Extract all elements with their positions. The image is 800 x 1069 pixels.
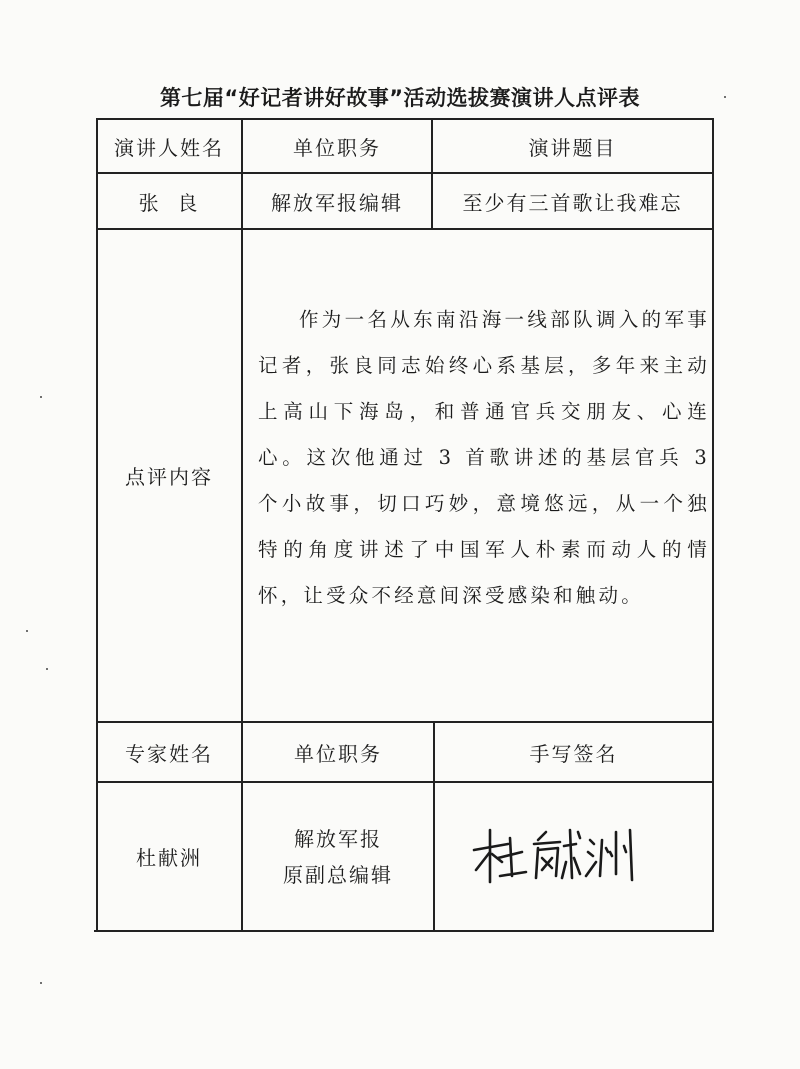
speaker-name-header: 演讲人姓名 [114, 135, 224, 160]
expert-unit [243, 783, 433, 930]
comment-label: 点评内容 [125, 465, 213, 489]
handwritten-signature [468, 818, 638, 890]
expert-unit-line2: 原副总编辑 [283, 862, 393, 887]
speaker-unit-header: 单位职务 [293, 135, 381, 160]
speaker-topic-header: 演讲题目 [528, 135, 617, 160]
form-title: 第七届“好记者讲好故事”活动选拔赛演讲人点评表 [159, 86, 641, 110]
signature-header: 手写签名 [529, 741, 618, 766]
expert-name: 杜献洲 [136, 846, 202, 870]
comment-text: 作为一名从东南沿海一线部队调入的军事记者，张良同志始终心系基层，多年来主动上高山下海岛，和普通官兵交朋友、心连心。这次他通过 3 首歌讲述的基层官兵 3 个小故事，切口巧妙，意境悠远，从一个独特的角度讲述了中国军人朴素而动人的情怀，让受众不经意间深受感染和触动。 [258, 308, 710, 607]
expert-unit-header: 单位职务 [294, 741, 382, 766]
speaker-topic: 至少有三首歌让我难忘 [462, 190, 683, 215]
expert-unit-line1: 解放军报 [294, 826, 382, 851]
comment-text-block [258, 297, 710, 619]
expert-name-header: 专家姓名 [125, 741, 213, 766]
speaker-name: 张 良 [138, 190, 200, 215]
speaker-unit: 解放军报编辑 [271, 190, 403, 215]
